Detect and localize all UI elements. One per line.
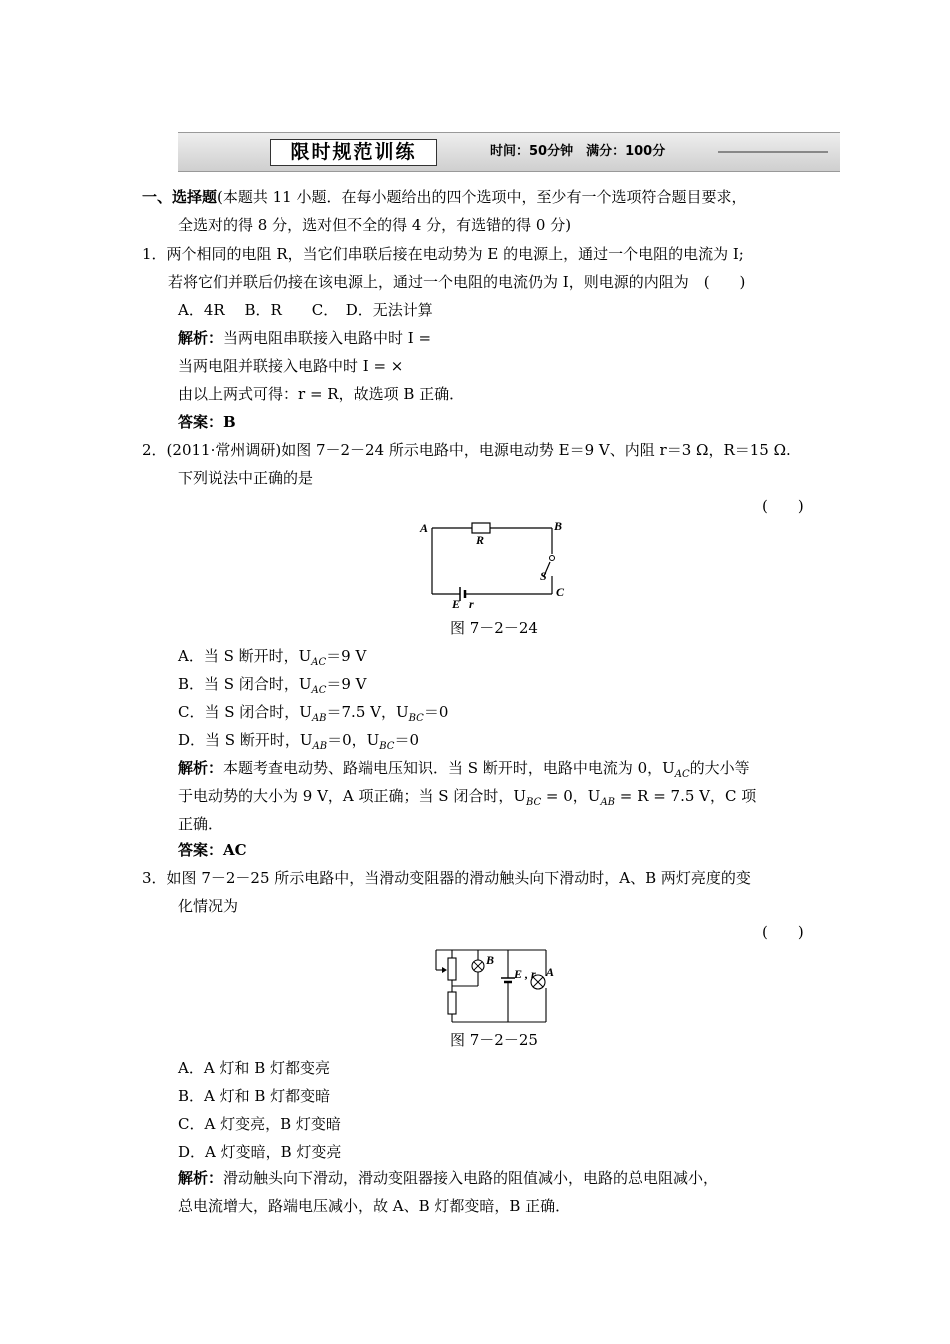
q1-analysis-line2: 当两电阻并联接入电路中时 I = × [178,357,404,375]
q3-line2: 化情况为 [178,897,239,915]
section-intro-line2: 全选对的得 8 分，选对但不全的得 4 分，有选错的得 0 分) [178,216,572,234]
q2-stem: (2011·常州调研)如图 7－2－24 所示电路中，电源电动势 E＝9 V、内阻 r＝3 Ω，R＝15 Ω. [166,441,791,459]
q3-number: 3． [142,869,167,887]
label-a: A [546,965,555,979]
q2-option-d: D．当 S 断开时，$U_{AB}=0$，$U_{BC}=0$ [178,731,419,752]
q1-line1 [142,244,744,264]
q2-analysis-label: 解析： [178,759,224,777]
q2-line1 [142,440,791,460]
q1-analysis-text1: 当两电阻串联接入电路中时 I = [223,329,432,347]
q3-analysis-line2: 总电流增大，路端电压减小，故 A、B 灯都变暗，B 正确． [178,1197,571,1215]
banner-time-score: 时间：50分钟 满分：100分 [490,144,666,159]
q2-number: 2． [142,441,167,459]
fixed-resistor [448,992,456,1014]
label-b: B [486,953,495,967]
q2-analysis-line2: 于电动势的大小为 9 V，A 项正确；当 S 闭合时，$U_{BC} = 0$，$U_{AB} = R = 7.5$ V，C 项 [178,787,757,808]
rheostat [448,958,456,980]
q1-line2: 若将它们并联后仍接在该电源上，通过一个电阻的电流仍为 I，则电源的内阻为 ( ) [168,273,746,291]
q1-analysis-line3: 由以上两式可得：r = R，故选项 B 正确． [178,385,465,403]
q1-analysis-line1 [178,328,431,348]
rheostat-slider-arrow [442,967,447,973]
q3-stem: 如图 7－2－25 所示电路中，当滑动变阻器的滑动触头向下滑动时，A、B 两灯亮度的变 [166,869,751,887]
label-r-internal: r [469,597,474,610]
label-e-r: E , r [514,967,536,981]
banner-decoration [718,143,828,153]
label-s: S [540,569,547,583]
q3-option-b: B．A 灯和 B 灯都变暗 [178,1087,331,1105]
label-c: C [556,585,565,599]
q3-analysis-line1: 解析：滑动触头向下滑动，滑动变阻器接入电路的阻值减小，电路的总电阻减小， [178,1169,719,1187]
q3-analysis-label: 解析： [178,1169,224,1187]
label-e: E [452,597,461,610]
figure-7-2-24 [418,518,568,610]
figure-7-2-24-caption: 图 7－2－24 [450,619,538,637]
section-heading: 一、选择题 [142,188,218,206]
q3-option-a: A．A 灯和 B 灯都变亮 [178,1059,330,1077]
q2-answer-paren: ( ) [762,497,804,515]
q2-answer: 答案：AC [178,841,247,859]
q1-number: 1． [142,245,167,263]
label-r-resistor: R [476,533,485,547]
figure-7-2-25 [428,944,558,1026]
q3-option-c: C．A 灯变亮，B 灯变暗 [178,1115,341,1133]
banner-title: 限时规范训练 [270,139,437,166]
q2-option-a: A．当 S 断开时，$U_{AC}=9$ V [178,647,367,668]
q3-option-d: D．A 灯变暗，B 灯变亮 [178,1143,342,1161]
section-intro-line1 [142,187,747,207]
q2-line2: 下列说法中正确的是 [178,469,314,487]
q2-analysis-line3: 正确． [178,815,224,833]
resistor-r [472,523,490,533]
section-intro: (本题共 11 小题．在每小题给出的四个选项中，至少有一个选项符合题目要求， [217,188,747,206]
label-a: A [420,521,429,535]
label-b: B [554,519,563,533]
q3-line1 [142,868,751,888]
q1-stem: 两个相同的电阻 R，当它们串联后接在电动势为 E 的电源上，通过一个电阻的电流为 I; [166,245,744,263]
figure-7-2-25-caption: 图 7－2－25 [450,1031,538,1049]
header-banner [178,132,840,172]
q2-analysis-line1: 解析：本题考查电动势、路端电压知识．当 S 断开时，电路中电流为 0，$U_{AC}$的大小等 [178,759,750,780]
q1-answer: 答案：B [178,413,236,431]
q1-analysis-label: 解析： [178,329,224,347]
q3-answer-paren: ( ) [762,923,804,941]
q2-option-c: C．当 S 闭合时，$U_{AB}=7.5$ V，$U_{BC}=0$ [178,703,449,724]
switch-contact [550,556,555,561]
q1-options: A．4R B．R C． D．无法计算 [178,301,433,319]
q2-option-b: B．当 S 闭合时，$U_{AC}=9$ V [178,675,367,696]
